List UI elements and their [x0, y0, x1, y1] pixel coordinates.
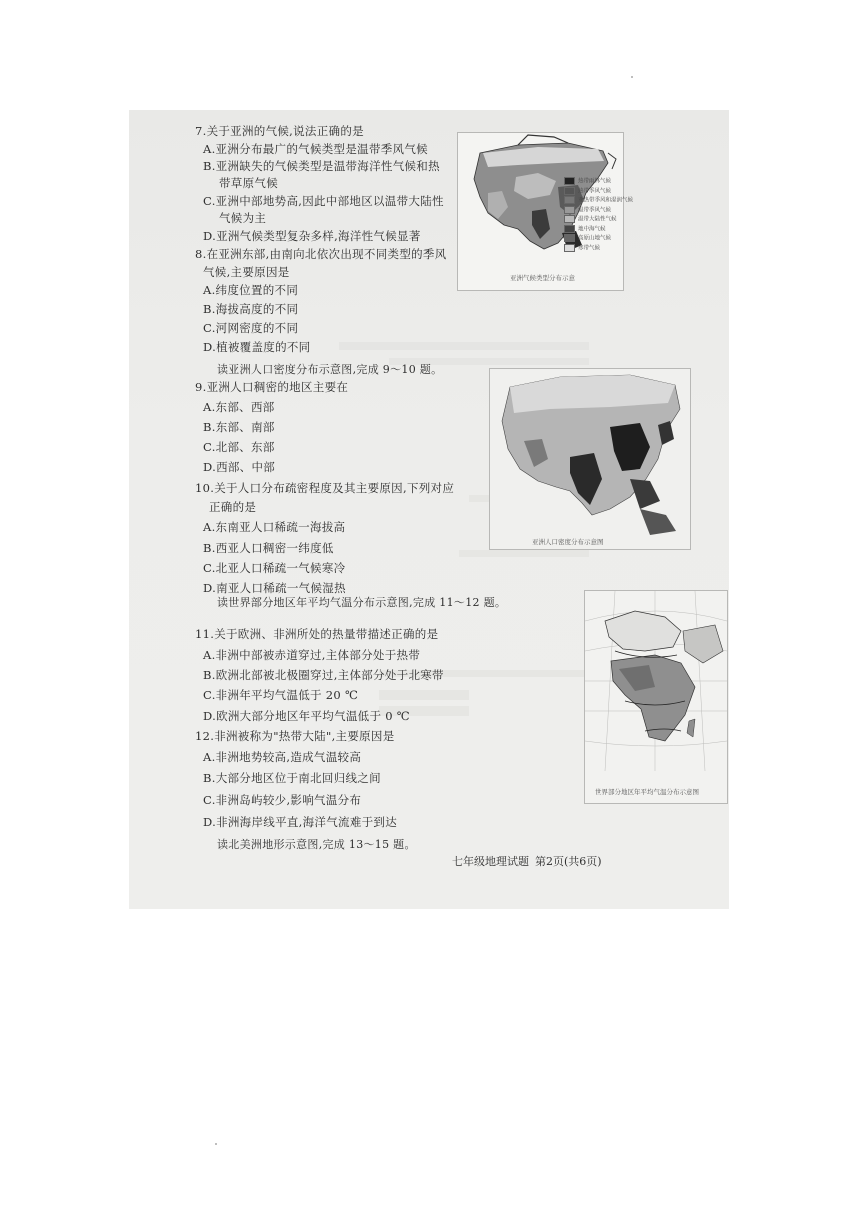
q7-option-a: A.亚洲分布最广的气候类型是温带季风气候 [203, 142, 428, 156]
q11-option-c: C.非洲年平均气温低于 20 ℃ [203, 688, 359, 702]
q8-option-c: C.河网密度的不同 [203, 321, 299, 335]
map1-legend-swatch-2 [564, 187, 575, 195]
lead-13-15: 读北美洲地形示意图,完成 13～15 题。 [217, 838, 416, 851]
q9-option-d: D.西部、中部 [203, 460, 276, 474]
photographed-exam-page [129, 110, 729, 909]
lead-11-12: 读世界部分地区年平均气温分布示意图,完成 11～12 题。 [217, 596, 507, 609]
lead-9-10: 读亚洲人口密度分布示意图,完成 9～10 题。 [217, 363, 443, 376]
q12-option-c: C.非洲岛屿较少,影响气温分布 [203, 793, 362, 807]
q10-option-d: D.南亚人口稀疏一气候湿热 [203, 581, 346, 595]
map2-caption: 亚洲人口密度分布示意图 [532, 538, 604, 546]
q10-stem: 10.关于人口分布疏密程度及其主要原因,下列对应 [195, 481, 455, 495]
map1-legend-swatch-1 [564, 177, 575, 185]
map1-legend-swatch-3 [564, 196, 575, 204]
q10-option-c: C.北亚人口稀疏一气候寒冷 [203, 561, 346, 575]
q11-option-a: A.非洲中部被赤道穿过,主体部分处于热带 [203, 648, 421, 662]
map1-legend-label-2: 热带季风气候 [578, 188, 612, 194]
q7-option-d: D.亚洲气候类型复杂多样,海洋性气候显著 [203, 229, 421, 243]
map1-legend-swatch-6 [564, 225, 575, 233]
q9-option-a: A.东部、西部 [203, 400, 275, 414]
map1-legend-label-7: 高原山地气候 [578, 235, 612, 242]
q8-stem-cont: 气候,主要原因是 [203, 265, 290, 279]
q10-option-b: B.西亚人口稠密一纬度低 [203, 541, 334, 555]
q9-stem: 9.亚洲人口稠密的地区主要在 [195, 380, 349, 394]
q9-option-b: B.东部、南部 [203, 420, 275, 434]
map1-legend-label-8: 寒带气候 [578, 245, 601, 251]
q12-option-d: D.非洲海岸线平直,海洋气流难于到达 [203, 815, 398, 829]
map3-caption: 世界部分地区年平均气温分布示意图 [595, 788, 699, 796]
q8-option-d: D.植被覆盖度的不同 [203, 340, 311, 354]
footer-page: 第2页(共6页) [535, 855, 602, 868]
q8-option-b: B.海拔高度的不同 [203, 302, 299, 316]
q12-stem: 12.非洲被称为"热带大陆",主要原因是 [195, 729, 395, 743]
map1-legend [564, 177, 633, 253]
q12-option-b: B.大部分地区位于南北回归线之间 [203, 771, 381, 785]
map1-legend-swatch-5 [564, 215, 575, 223]
map1-legend-swatch-4 [564, 206, 575, 214]
q7-option-b: B.亚洲缺失的气候类型是温带海洋性气候和热 [203, 159, 440, 173]
q12-option-a: A.非洲地势较高,造成气温较高 [203, 750, 362, 764]
q9-option-c: C.北部、东部 [203, 440, 275, 454]
asia-climate-map [457, 132, 634, 291]
map1-legend-label-3: 亚热带季风和湿润气候 [578, 197, 634, 204]
map1-legend-label-4: 温带季风气候 [578, 207, 612, 213]
world-temperature-map [584, 590, 728, 804]
map1-legend-label-6: 地中海气候 [578, 226, 606, 232]
asia-population-map [489, 368, 691, 550]
q7-option-c-cont: 气候为主 [219, 211, 267, 225]
map1-legend-label-1: 热带雨林气候 [578, 178, 612, 185]
q8-option-a: A.纬度位置的不同 [203, 283, 299, 297]
map1-legend-swatch-8 [564, 244, 575, 252]
q7-option-b-cont: 带草原气候 [219, 176, 278, 190]
q11-stem: 11.关于欧洲、非洲所处的热量带描述正确的是 [195, 627, 439, 641]
map1-caption: 亚洲气候类型分布示意 [510, 274, 575, 282]
map1-legend-label-5: 温带大陆性气候 [578, 216, 617, 223]
q8-stem: 8.在亚洲东部,由南向北依次出现不同类型的季风 [195, 247, 447, 261]
q10-option-a: A.东南亚人口稀疏一海拔高 [203, 520, 346, 534]
map1-legend-swatch-7 [564, 234, 575, 242]
footer-subject: 七年级地理试题 [452, 855, 529, 868]
speck [631, 76, 633, 78]
q11-option-b: B.欧洲北部被北极圈穿过,主体部分处于北寒带 [203, 668, 444, 682]
speck [215, 1143, 217, 1145]
q7-option-c: C.亚洲中部地势高,因此中部地区以温带大陆性 [203, 194, 444, 208]
q7-stem: 7.关于亚洲的气候,说法正确的是 [195, 124, 364, 138]
q10-stem-cont: 正确的是 [209, 500, 257, 514]
q11-option-d: D.欧洲大部分地区年平均气温低于 0 ℃ [203, 709, 410, 723]
